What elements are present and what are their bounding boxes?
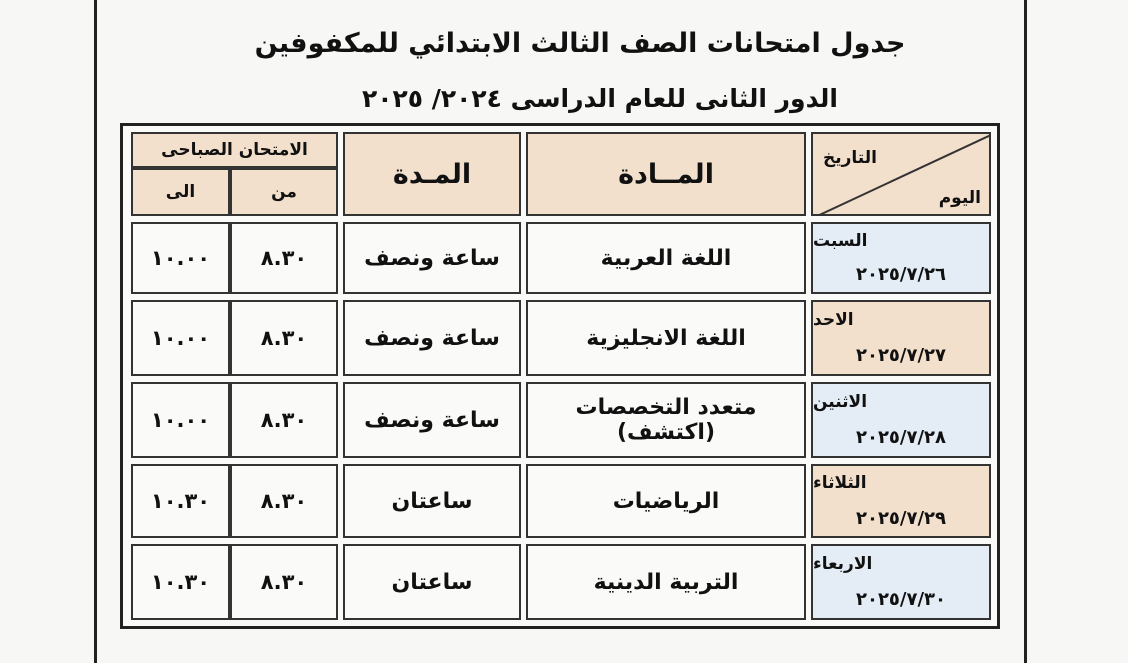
from-time-cell: ٨.٣٠ — [230, 544, 338, 620]
duration-cell: ساعة ونصف — [343, 222, 521, 294]
header-day: اليوم — [938, 188, 981, 208]
to-time-cell: ١٠.٠٠ — [131, 300, 230, 376]
header-morning-exam: الامتحان الصباحى — [131, 132, 338, 168]
day-date: ٢٠٢٥/٧/٢٩ — [855, 507, 947, 529]
page-title: جدول امتحانات الصف الثالث الابتدائي للمكفوفين — [254, 28, 906, 59]
to-time-cell: ١٠.٠٠ — [131, 222, 230, 294]
from-time-cell: ٨.٣٠ — [230, 300, 338, 376]
duration-cell: ساعة ونصف — [343, 382, 521, 458]
subject-cell: الرياضيات — [526, 464, 806, 538]
from-time-cell: ٨.٣٠ — [230, 222, 338, 294]
day-name: الاربعاء — [813, 553, 873, 574]
day-date: ٢٠٢٥/٧/٢٦ — [855, 264, 947, 286]
page-border-left — [94, 0, 97, 663]
subject-cell: اللغة العربية — [526, 222, 806, 294]
duration-cell: ساعة ونصف — [343, 300, 521, 376]
exam-schedule-table — [120, 123, 1000, 629]
duration-cell: ساعتان — [343, 544, 521, 620]
from-time-cell: ٨.٣٠ — [230, 464, 338, 538]
from-time-cell: ٨.٣٠ — [230, 382, 338, 458]
page-subtitle: الدور الثانى للعام الدراسى ٢٠٢٤/ ٢٠٢٥ — [362, 84, 838, 113]
header-date: التاريخ — [823, 148, 877, 168]
to-time-cell: ١٠.٣٠ — [131, 464, 230, 538]
table-row-day-cell — [811, 382, 991, 458]
to-time-cell: ١٠.٠٠ — [131, 382, 230, 458]
to-time-cell: ١٠.٣٠ — [131, 544, 230, 620]
day-name: الاثنين — [813, 391, 868, 412]
day-name: السبت — [813, 230, 868, 251]
table-row-day-cell — [811, 300, 991, 376]
day-date: ٢٠٢٥/٧/٢٨ — [855, 427, 947, 449]
header-duration: المـدة — [343, 132, 521, 216]
header-subject: المــادة — [526, 132, 806, 216]
header-from: من — [230, 168, 338, 216]
day-date: ٢٠٢٥/٧/٢٧ — [855, 345, 947, 367]
subject-cell: اللغة الانجليزية — [526, 300, 806, 376]
duration-cell: ساعتان — [343, 464, 521, 538]
table-row-day-cell — [811, 544, 991, 620]
table-row-day-cell — [811, 464, 991, 538]
header-to: الى — [131, 168, 230, 216]
header-date-day-cell — [811, 132, 991, 216]
day-date: ٢٠٢٥/٧/٣٠ — [855, 589, 947, 611]
subject-cell: التربية الدينية — [526, 544, 806, 620]
day-name: الاحد — [813, 309, 854, 330]
day-name: الثلاثاء — [813, 473, 867, 494]
table-row-day-cell — [811, 222, 991, 294]
subject-cell: متعدد التخصصات (اكتشف) — [526, 382, 806, 458]
page-border-right — [1024, 0, 1027, 663]
